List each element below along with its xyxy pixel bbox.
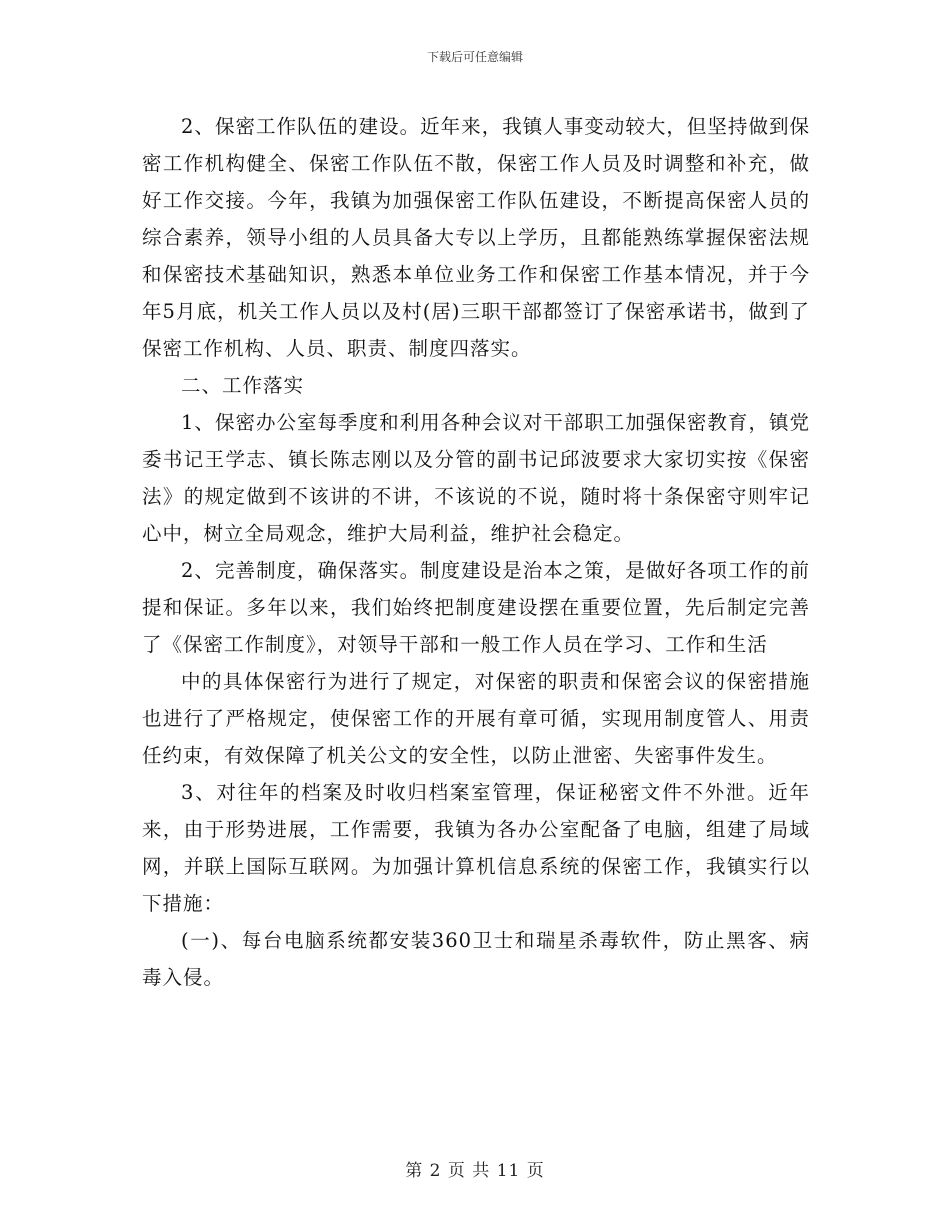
paragraph-measure-one: (一)、每台电脑系统都安装360卫士和瑞星杀毒软件，防止黑客、病毒入侵。 — [142, 929, 810, 989]
page-number: 第 2 页 共 11 页 — [405, 1161, 545, 1181]
paragraph-archives: 3、对往年的档案及时收归档案室管理，保证秘密文件不外泄。近年来，由于形势进展，工作需要，我镇为各办公室配备了电脑，组建了局域网，并联上国际互联网。为加强计算机信息系统的保密工作，我镇实行以下措施： — [142, 781, 810, 915]
page-header: 下载后可任意编辑 — [426, 50, 523, 64]
paragraph-system-continuation: 中的具体保密行为进行了规定，对保密的职责和保密会议的保密措施也进行了严格规定，使保密工作的开展有章可循，实现用制度管人、用责任约束，有效保障了机关公文的安全性，以防止泄密、失密事件发生。 — [142, 670, 810, 767]
document-body — [142, 108, 810, 996]
paragraph-education: 1、保密办公室每季度和利用各种会议对干部职工加强保密教育，镇党委书记王学志、镇长陈志刚以及分管的副书记邱波要求大家切实按《保密法》的规定做到不该讲的不讲，不该说的不说，随时将十条保密守则牢记心中，树立全局观念，维护大局利益，维护社会稳定。 — [142, 411, 810, 545]
section-heading-work-implementation: 二、工作落实 — [181, 374, 305, 397]
paragraph-system-building: 2、完善制度，确保落实。制度建设是治本之策，是做好各项工作的前提和保证。多年以来，我们始终把制度建设摆在重要位置，先后制定完善了《保密工作制度》，对领导干部和一般工作人员在学习、工作和生活 — [142, 559, 810, 656]
paragraph-team-building: 2、保密工作队伍的建设。近年来，我镇人事变动较大，但坚持做到保密工作机构健全、保密工作队伍不散，保密工作人员及时调整和补充，做好工作交接。今年，我镇为加强保密工作队伍建设，不断提高保密人员的综合素养，领导小组的人员具备大专以上学历，且都能熟练掌握保密法规和保密技术基础知识，熟悉本单位业务工作和保密工作基本情况，并于今年5月底，机关工作人员以及村(居)三职干部都签订了保密承诺书，做到了保密工作机构、人员、职责、制度四落实。 — [142, 115, 810, 360]
